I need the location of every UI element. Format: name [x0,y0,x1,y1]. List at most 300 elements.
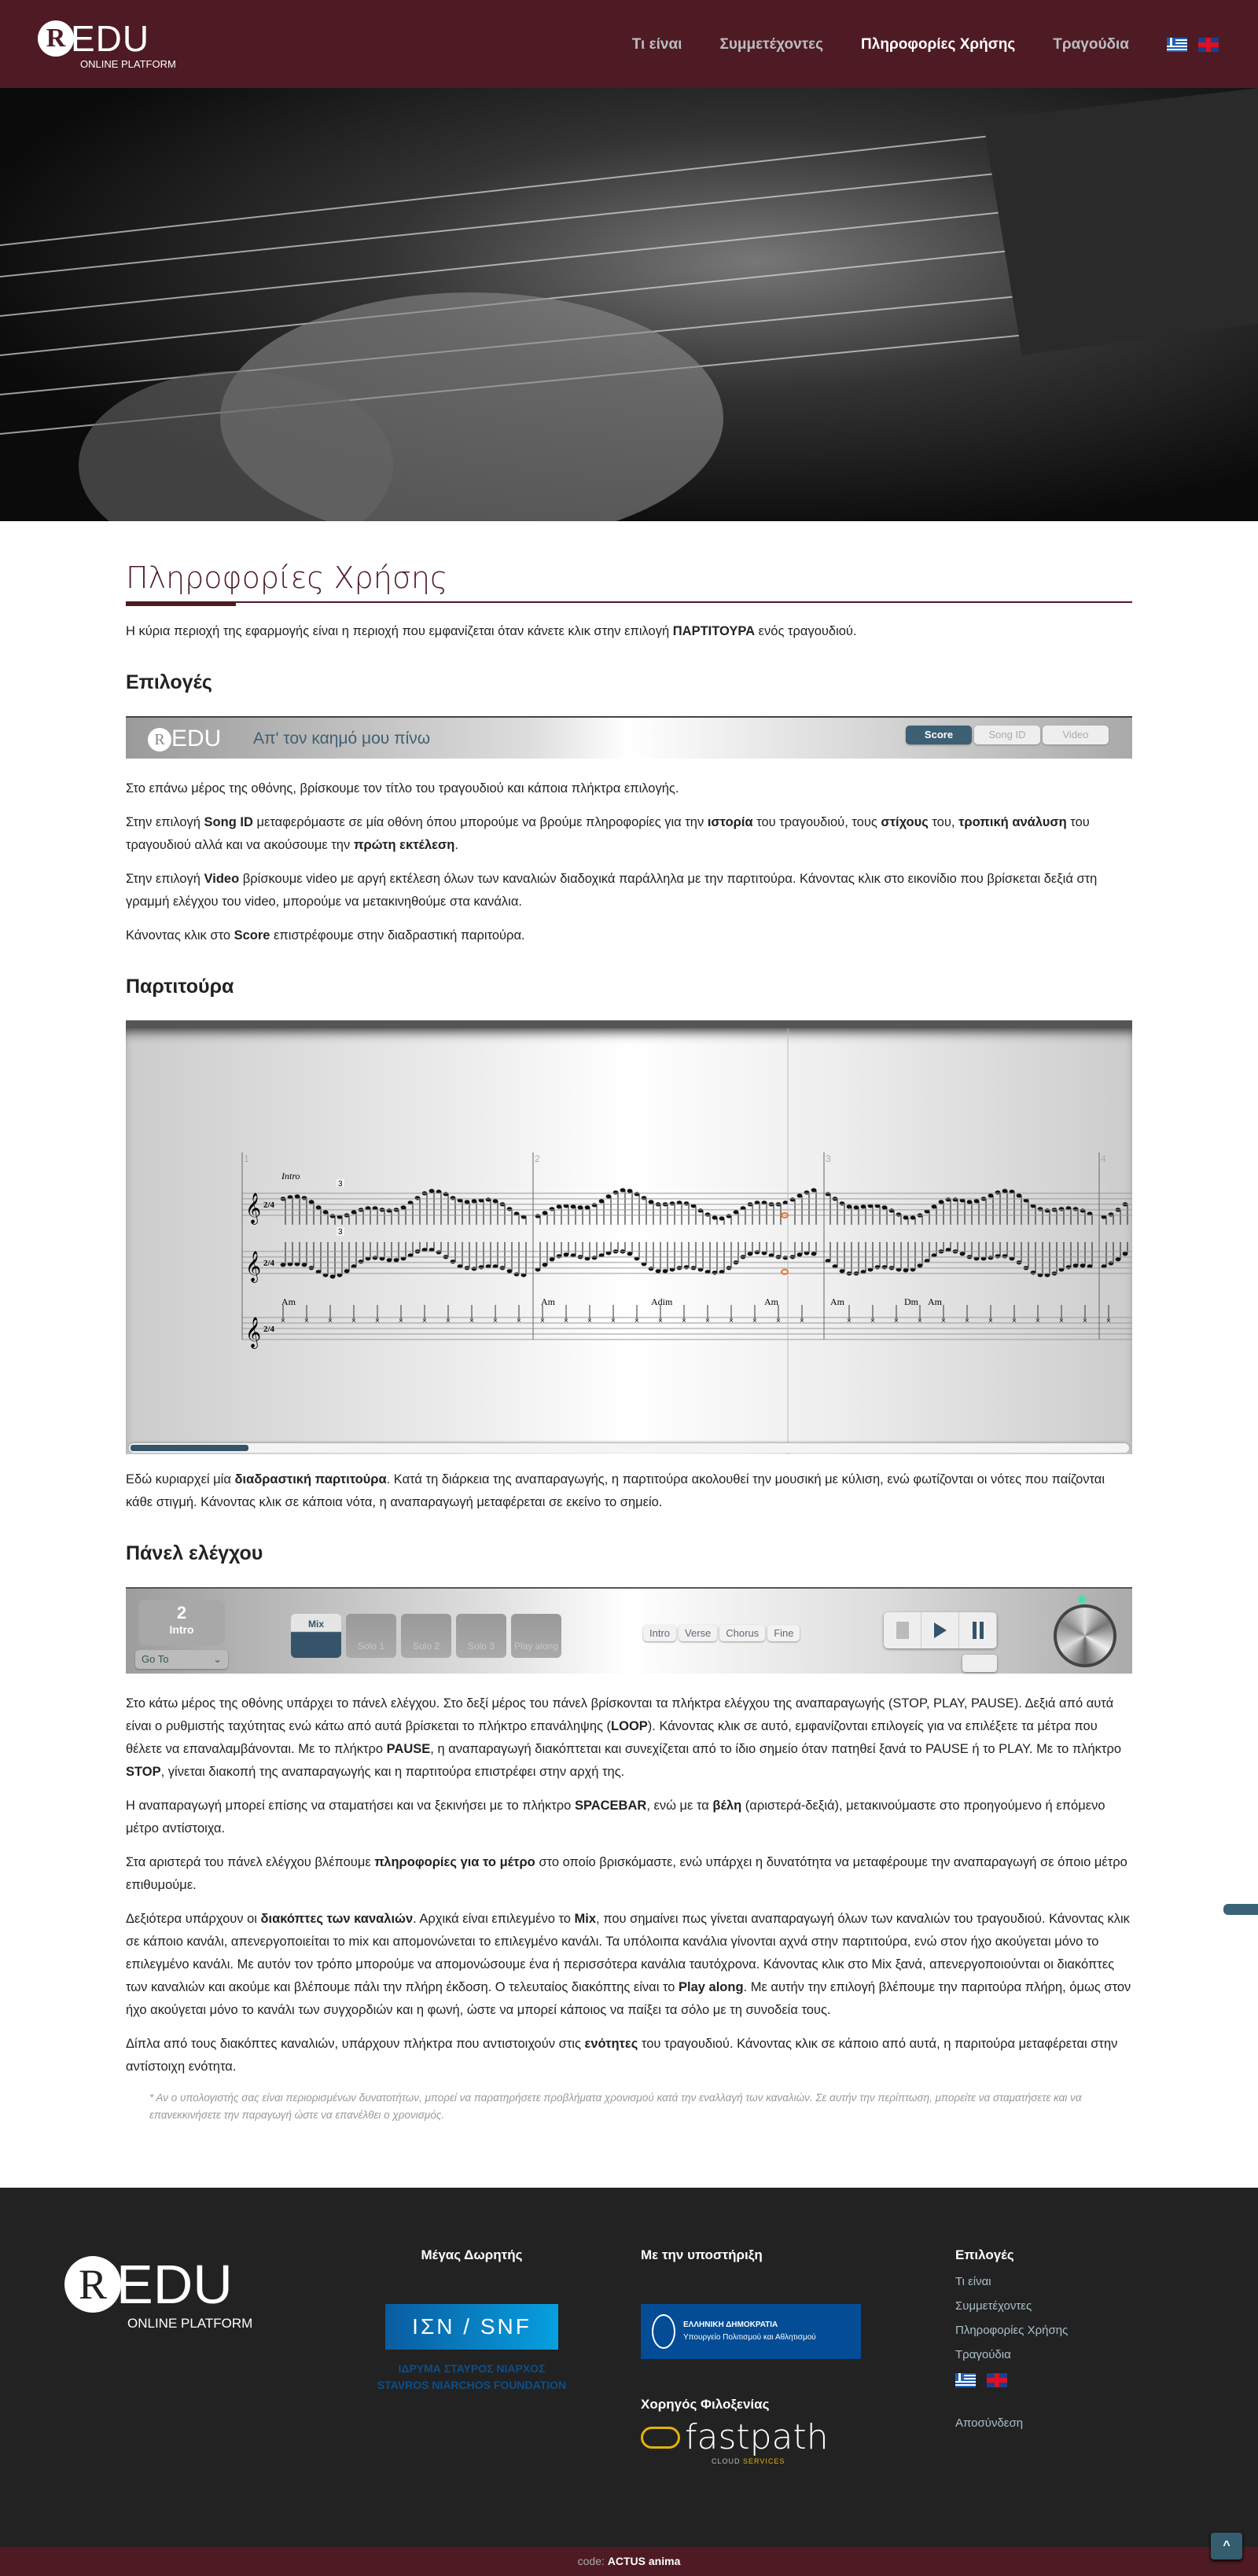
bold-text: STOP [126,1765,161,1779]
fastpath-sub2: SERVICES [743,2457,785,2465]
logout-link[interactable]: Αποσύνδεση [955,2416,1024,2430]
hosting-heading: Χορηγός Φιλοξενίας [641,2397,770,2412]
rhythm-note: × [752,1317,757,1325]
chord-label: Am [541,1296,555,1307]
bold-text: Play along [679,1980,744,1994]
snf-name-english: STAVROS NIARCHOS FOUNDATION [377,2379,567,2391]
main-nav [632,36,1219,53]
note-head [797,1252,803,1256]
note-head [585,1205,590,1209]
footer-options-heading: Επιλογές [955,2247,1014,2262]
note-head [1080,1208,1086,1212]
logo-mark: R [148,728,171,751]
rhythm-note: × [517,1317,521,1325]
note-head [939,1200,944,1203]
note-head [436,1250,442,1254]
note-head [988,1193,994,1197]
panel-paragraph [126,2033,1132,2078]
bold-text: Score [234,928,270,943]
note-head [472,1199,477,1203]
song-title: Απ' τον καημό μου πίνω [253,729,431,748]
bar-section: Intro [169,1623,194,1636]
note-head [613,1190,619,1194]
bold-text: ιστορία [707,815,753,829]
note-head [359,1259,364,1263]
note-head [847,1204,852,1208]
note-head [854,1205,859,1209]
note-head [620,1188,626,1192]
note-head [896,1212,902,1216]
interactive-score[interactable] [126,1020,1132,1454]
note-head [323,1210,329,1214]
rhythm-note: × [351,1317,356,1325]
panel-heading: Πάνελ ελέγχου [126,1542,263,1564]
options-paragraph [126,924,1132,947]
rhythm-note: × [399,1317,403,1325]
song-id-button[interactable]: Song ID [974,726,1040,744]
text: του τραγουδιού, τους [752,815,881,829]
note-head [1109,1212,1114,1216]
note-head [790,1197,796,1201]
text: Δεξιότερα υπάρχουν οι [126,1912,261,1926]
text: , γίνεται διακοπή της αναπαραγωγής και η παρτιτούρα επιστρέφει στην αρχή της. [160,1765,625,1779]
play-button[interactable] [921,1612,959,1648]
chord-label: Adim [651,1296,673,1307]
rhythm-note: × [658,1317,663,1325]
note-head [649,1200,654,1203]
rhythm-note: × [446,1317,451,1325]
pause-button[interactable] [959,1612,997,1648]
panel-paragraph [126,1908,1132,2022]
note-head [811,1188,817,1192]
text: επιστρέφουμε στην διαδραστική παριτούρα. [270,928,525,943]
bold-text: πληροφορίες για το μέτρο [374,1855,535,1869]
note-head [811,1251,817,1255]
note-head [967,1200,973,1203]
note-head [974,1199,980,1203]
text: του τραγουδιού. Κάνοντας κλικ σε κάποιο από αυτά, η παριτούρα μεταφέρεται στην αντίστοιχη ενότητα. [126,2037,1118,2074]
text: Εδώ κυριαρχεί μία [126,1472,235,1486]
control-panel-screenshot [126,1587,1132,1674]
channel-solo-3[interactable]: Solo 3 [456,1614,506,1658]
text: . Κατά τη διάρκεια της αναπαραγωγής, η παρτιτούρα ακολουθεί την μουσική με κύλιση, ενώ φωτίζονται οι νότες που παίζονται κάθε στιγμή. Κάνοντας κλικ σε κάποια νότα, η αναπαραγωγή μεταφέρεται σε εκείνο το σημείο. [126,1472,1105,1509]
note-head [932,1204,937,1208]
section-fine[interactable]: Fine [767,1625,800,1641]
greek-flag-icon[interactable] [1167,38,1187,52]
stop-icon [896,1622,909,1639]
text: του τραγουδιού αλλά και να ακούσουμε την [126,815,1090,852]
hero-image-guitar [0,88,1258,521]
rhythm-note: × [422,1317,427,1325]
text: (αριστερά-δεξιά), μετακινούμαστε στο προηγούμενο ή επόμενο μέτρο αντίστοιχα. [126,1799,1105,1836]
bar-number: 2 [176,1603,187,1622]
footer-link-participants[interactable]: Συμμετέχοντες [955,2299,1032,2313]
note-head [988,1255,994,1259]
note-head [1002,1189,1008,1192]
note-head [953,1197,958,1201]
note-head [543,1211,548,1215]
bold-text: ΠΑΡΤΙΤΟΥΡΑ [672,624,756,638]
note-head [373,1255,378,1259]
note-head [486,1197,491,1201]
chord-label: Am [281,1296,296,1307]
site-header [0,0,1258,88]
chord-label: Am [928,1296,942,1307]
score-heading: Παρτιτούρα [126,976,234,998]
note-head [1109,1261,1114,1265]
donor-heading: Μέγας Δωρητής [421,2247,523,2262]
rhythm-note: × [564,1317,568,1325]
bold-text: SPACEBAR [574,1799,647,1813]
note-head [550,1207,555,1211]
note-head [663,1269,668,1273]
rhythm-note: × [1035,1317,1040,1325]
note-head [1080,1263,1086,1267]
greek-flag-icon[interactable] [955,2373,976,2387]
gov-line1: ΕΛΛΗΝΙΚΗ ΔΗΜΟΚΡΑΤΙΑ [683,2320,778,2329]
nav-songs[interactable]: Τραγούδια [1053,36,1129,53]
bold-text: διακόπτες των καναλιών [260,1912,414,1926]
bold-text: πρώτη εκτέλεση [353,838,455,852]
logo-mark: R [64,2256,121,2313]
bold-text: βέλη [712,1799,742,1813]
text: ενός τραγουδιού. [755,624,857,638]
text: , ενώ με τα [646,1799,713,1813]
note-head [387,1258,392,1262]
note-head [606,1194,612,1198]
measure-number: 4 [1101,1153,1106,1164]
note-head [493,1199,498,1203]
note-head [712,1270,718,1274]
text: . Με αυτήν την επιλογή βλέπουμε την παριτούρα πλήρη, όμως στον ήχο ακούγεται μόνο το κανάλι των συγχορδιών και η φωνή, ώστε να μπορεί κάποιος να παίξει τα σόλο με τη συνοδεία τους. [126,1980,1131,2017]
note-head [451,1196,456,1200]
footer-link-what-is[interactable]: Τι είναι [955,2275,991,2288]
note-head [1031,1270,1036,1274]
options-paragraph [126,868,1132,913]
logo-text: EDU [171,726,222,751]
note-head [684,1201,690,1205]
rhythm-note: × [1106,1317,1111,1325]
note-head [719,1216,725,1220]
channel-mix[interactable]: Mix [291,1614,341,1658]
note-head [1123,1251,1128,1255]
main-content [126,521,1132,2124]
note-head [599,1199,605,1203]
note-head [903,1215,909,1219]
rhythm-note: × [493,1317,498,1325]
text: Δίπλα από τους διακόπτες καναλιών, υπάρχουν πλήκτρα που αντιστοιχούν στις [126,2037,585,2051]
chord-label: Am [764,1296,778,1307]
note-head [1045,1208,1050,1212]
note-head [656,1269,661,1273]
rhythm-note: × [918,1317,922,1325]
support-column [641,2247,861,2465]
note-head [309,1200,314,1203]
footer-options [955,2247,1068,2435]
note-head [635,1192,640,1196]
bold-text: LOOP [611,1719,648,1733]
note-head [995,1254,1001,1258]
speed-indicator-led [1079,1597,1085,1603]
score-scrollbar[interactable] [129,1443,1129,1453]
text: Η αναπαραγωγή μπορεί επίσης να σταματήσει και να ξεκινήσει με το πλήκτρο [126,1799,575,1813]
text: ). Κάνοντας κλικ σε αυτό, εμφανίζονται επιλογείς για να επιλέξετε τα μέτρα που θέλετε να επαναλαμβάνονται. Με το πλήκτρο [126,1719,1098,1756]
panel-paragraph [126,1851,1132,1897]
note-head [712,1215,718,1219]
note-head [670,1201,675,1205]
note-head [351,1210,357,1214]
note-head [875,1265,881,1269]
rhythm-note: × [847,1317,852,1325]
note-head [401,1205,406,1209]
options-bar-screenshot [126,716,1132,759]
options-bar-logo [148,726,221,752]
note-head [705,1212,711,1216]
note-head [302,1196,307,1200]
note-head [755,1250,760,1254]
goto-label: Go To [142,1653,169,1665]
text: του, [928,815,959,829]
video-button[interactable]: Video [1043,726,1109,744]
note-head [443,1192,449,1196]
credits-bar [0,2547,1258,2576]
rhythm-note: × [304,1317,309,1325]
rhythm-note: × [611,1317,616,1325]
note-head [394,1258,399,1262]
time-signature: 2/4 [263,1259,275,1268]
note-head [1073,1263,1079,1267]
gov-line2: Υπουργείο Πολιτισμού και Αθλητισμού [683,2332,816,2342]
rhythm-note: × [1012,1317,1017,1325]
rhythm-note: × [1083,1317,1087,1325]
treble-clef: 𝄞 [245,1192,262,1224]
note-head [797,1193,803,1197]
rhythm-note: × [705,1317,710,1325]
note-head [861,1204,866,1208]
rhythm-note: × [729,1317,734,1325]
note-head [578,1205,583,1209]
bold-text: τροπική ανάλυση [958,815,1067,829]
snf-name-greek: ΙΔΡΥΜΑ ΣΤΑΥΡΟΣ ΝΙΑΡΧΟΣ [398,2362,546,2375]
note-head [507,1207,513,1211]
bar-info [138,1600,225,1645]
note-head [1073,1207,1079,1211]
note-head [889,1208,895,1212]
footer-link-songs[interactable]: Τραγούδια [955,2348,1011,2361]
rhythm-note: × [1059,1317,1064,1325]
nav-participants[interactable]: Συμμετέχοντες [719,36,824,53]
note-head [649,1266,654,1270]
note-head [726,1214,732,1218]
support-heading: Με την υποστήριξη [641,2247,763,2262]
note-head [995,1190,1001,1194]
text: . [454,838,458,852]
treble-clef: 𝄞 [245,1251,262,1282]
chord-label: Dm [904,1296,918,1307]
footnote: * Αν ο υπολογιστής σας είναι περιορισμένων δυνατοτήτων, μπορεί να παρατηρήσετε προβλήματα χρονισμού κατά την εναλλαγή των καναλιών. Σε αυτήν την περίπτωση, μπορείτε να σταματήσετε και να επανεκκινήσετε την παραγωγή ώστε να επανέλθει ο χρονισμός. [149,2092,1082,2121]
rhythm-note: × [281,1317,285,1325]
note-head [557,1204,562,1208]
note-head [1066,1265,1072,1269]
note-head [882,1265,888,1269]
bold-text: Video [204,872,240,886]
note-head [316,1205,322,1209]
uk-flag-icon[interactable] [1198,38,1219,52]
note-head [910,1215,916,1219]
text: Στην επιλογή [126,815,204,829]
snf-logo[interactable]: ΙΣΝ / SNF [385,2304,558,2350]
bold-text: Mix [574,1912,597,1926]
site-logo[interactable] [38,17,176,70]
rhythm-note: × [682,1317,686,1325]
greek-seal-icon [652,2314,675,2349]
measure-number: 2 [535,1153,540,1164]
loop-button[interactable] [962,1655,997,1672]
side-tab[interactable] [1223,1904,1258,1915]
speed-knob[interactable] [1054,1604,1116,1667]
note-head [344,1269,350,1273]
highlighted-note [782,1270,788,1274]
bold-text: PAUSE [386,1742,431,1756]
rhythm-note: × [894,1317,899,1325]
text: στο οποίο βρισκόμαστε, ενώ υπάρχει η δυνατότητα να μεταφέρουμε την αναπαραγωγή σε όποιο μέτρο επιθυμούμε. [126,1855,1127,1892]
treble-clef: 𝄞 [245,1317,262,1348]
note-head [429,1189,435,1192]
nav-what-is[interactable]: Τι είναι [631,36,682,53]
note-head [302,1262,307,1266]
note-head [564,1252,569,1256]
note-head [826,1192,831,1196]
note-head [330,1214,336,1218]
ministry-logo[interactable] [641,2304,861,2359]
bold-text: στίχους [881,815,929,829]
score-button[interactable]: Score [906,726,972,744]
options-paragraph [126,811,1132,857]
logo-subtitle: ONLINE PLATFORM [80,58,176,70]
cloud-icon [641,2427,680,2449]
score-notation[interactable] [126,1028,1132,1454]
note-head [465,1200,470,1203]
note-head [840,1269,845,1273]
note-head [1017,1193,1022,1197]
panel-paragraph [126,1795,1132,1840]
time-signature: 2/4 [263,1325,275,1334]
section-chorus[interactable]: Chorus [719,1625,765,1641]
text: Στο κάτω μέρος της οθόνης υπάρχει το πάνελ ελέγχου. Στο δεξί μέρος του πάνελ βρίσκονται τα πλήκτρα ελέγχου της αναπαραγωγής (STOP, PLAY, PAUSE). Δεξιά από αυτά είναι ο ρυθμιστής ταχύτητας ενώ κάτω από αυτά βρίσκεται το πλήκτρο επανάληψης ( [126,1696,1114,1733]
score-paragraph [126,1468,1132,1514]
rhythm-note: × [965,1317,969,1325]
note-head [479,1265,484,1269]
section-label: Intro [281,1170,300,1181]
logo-mark: R [38,20,74,57]
note-head [698,1208,704,1212]
note-head [903,1268,909,1272]
channel-play-along[interactable]: Play along [511,1614,561,1658]
text: , που σημαίνει πως γίνεται αναπαραγωγή όλων των καναλιών του τραγουδιού. Κάνοντας κλικ σε κάποιο κανάλι, απενεργοποιείται το mix και απομονώνεται το επιλεγμένο κανάλι. Τα υπόλοιπα κανάλια γίνονται αχνά στην παρτιτούρα, ενώ στον ήχο ακούγεται μόνο το επιλεγμένο κανάλι. Με αυτόν τον τρόπο μπορούμε να απομονώσουμε ένα ή περισσότερα κανάλια ταυτόχρονα. Κάνοντας κλικ στο Mix ξανά, απενεργοποιούνται οι διακόπτες των καναλιών και ακούμε και βλέπουμε πάλι την πλήρη έκδοση. Ο τελευταίος διακόπτης είναι το [126,1912,1130,1994]
channel-solo-1[interactable]: Solo 1 [346,1614,396,1658]
rhythm-note: × [587,1317,592,1325]
nav-usage-info[interactable]: Πληροφορίες Χρήσης [861,36,1016,53]
note-head [507,1269,513,1273]
text: βρίσκουμε video με αργή εκτέλεση όλων των καναλιών διαδοχικά παράλληλα με την παρτιτούρα. Κάνοντας κλικ στο εικονίδιο που βρίσκεται δεξιά στη γραμμή ελέγχου του video, μπορούμε να μετακινηθούμε στα κανάλια. [126,872,1098,909]
note-head [415,1196,421,1200]
note-head [535,1214,541,1218]
footer-link-usage-info[interactable]: Πληροφορίες Χρήσης [955,2324,1069,2337]
options-heading: Επιλογές [126,671,212,693]
footer-logo[interactable] [64,2253,252,2332]
note-head [748,1251,753,1255]
pause-icon [973,1622,984,1639]
note-head [571,1204,576,1208]
stop-button[interactable] [884,1612,921,1648]
site-footer [0,2188,1258,2547]
note-head [557,1254,562,1258]
triplet-mark: 3 [338,1180,343,1189]
section-verse[interactable]: Verse [679,1625,717,1641]
logo-text: EDU [116,2254,233,2315]
text: Στο επάνω μέρος της οθόνης, βρίσκουμε τον τίτλο του τραγουδιού και κάποια πλήκτρα επιλογής. [126,781,679,796]
rhythm-note: × [469,1317,474,1325]
note-head [550,1257,555,1261]
note-head [684,1265,690,1269]
text: μεταφερόμαστε σε μία οθόνη όπου μπορούμε να βρούμε πληροφορίες για την [252,815,708,829]
code-label: code: [577,2555,605,2567]
triplet-mark: 3 [338,1228,343,1237]
note-head [451,1259,456,1263]
scrollbar-thumb[interactable] [131,1445,248,1451]
uk-flag-icon[interactable] [987,2373,1007,2387]
text: Στα αριστερά του πάνελ ελέγχου βλέπουμε [126,1855,375,1869]
intro-paragraph [126,620,1132,643]
note-head [882,1205,888,1209]
rhythm-note: × [870,1317,875,1325]
note-head [592,1255,598,1259]
goto-select[interactable] [135,1650,228,1669]
page-title: Πληροφορίες Χρήσης [126,560,1132,603]
logo-subtitle: ONLINE PLATFORM [127,2316,253,2331]
fastpath-logo[interactable] [641,2417,861,2457]
note-head [627,1189,633,1192]
note-head [918,1263,923,1267]
bold-text: διαδραστική παρτιτούρα [234,1472,387,1486]
note-head [734,1210,739,1214]
note-head [840,1201,845,1205]
text: , η αναπαραγωγή διακόπτεται και συνεχίζεται από το ίδιο σημείο όταν πατηθεί ξανά το PAUSE ή το PLAY. Με το πλήκτρο [430,1742,1122,1756]
note-head [1059,1207,1065,1211]
rhythm-note: × [540,1317,545,1325]
note-head [627,1251,633,1255]
text: Η κύρια περιοχή της εφαρμογής είναι η περιοχή που εμφανίζεται όταν κάνετε κλικ στην επιλογή [126,624,673,638]
channel-solo-2[interactable]: Solo 2 [401,1614,451,1658]
note-head [543,1262,548,1266]
note-head [472,1266,477,1270]
rhythm-note: × [941,1317,946,1325]
back-to-top-button[interactable]: ^ [1211,2533,1242,2559]
note-head [642,1196,647,1200]
options-paragraph [126,777,1132,800]
section-intro[interactable]: Intro [643,1625,676,1641]
note-head [1002,1254,1008,1258]
note-head [804,1190,810,1194]
bold-text: Song ID [204,815,253,829]
note-head [295,1194,300,1198]
guitar-strings-illustration [0,88,1258,521]
rhythm-note: × [635,1317,639,1325]
rhythm-note: × [375,1317,380,1325]
note-head [1116,1257,1121,1261]
fastpath-name: fastpath [685,2417,829,2457]
code-author[interactable]: ACTUS anima [607,2555,681,2567]
